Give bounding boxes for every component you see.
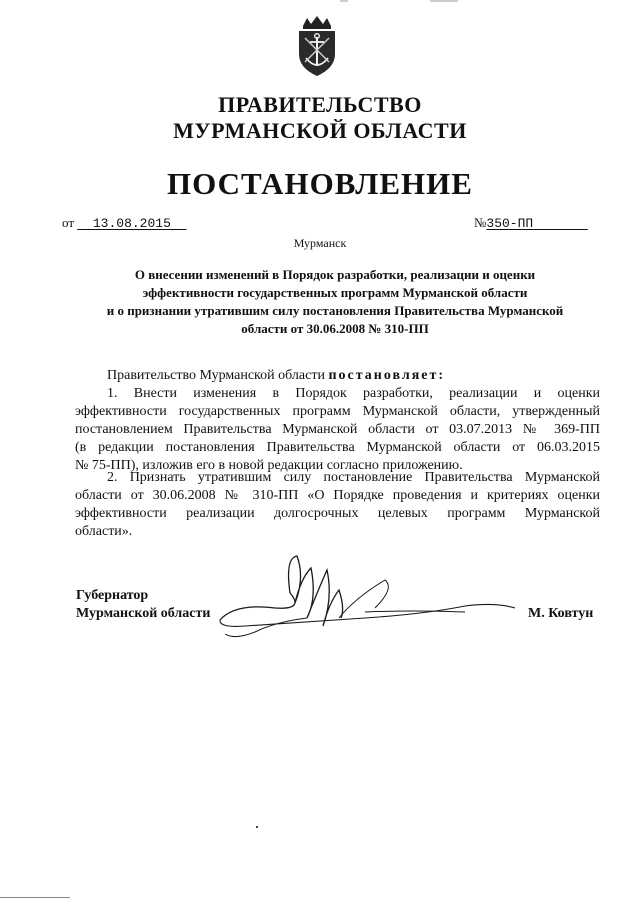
clause-2-line: области от 30.06.2008 № 310-ПП «О Порядке проведения и критериях оценки — [75, 488, 600, 503]
number-prefix: № — [474, 215, 487, 230]
signatory-title-line2: Мурманской области — [76, 606, 211, 621]
footer-rule — [0, 897, 70, 898]
clause-1-line: 1. Внести изменения в Порядок разработки, реализации и оценки — [107, 386, 600, 401]
government-name-line1: ПРАВИТЕЛЬСТВО — [218, 92, 422, 117]
clause-2-line: 2. Признать утратившим силу постановление Правительства Мурманской — [107, 470, 600, 485]
stray-mark — [256, 826, 258, 828]
clause-1-line: эффективности государственных программ Мурманской области, утвержденный — [75, 404, 600, 419]
number-value: 350-ПП — [486, 216, 534, 231]
subject-line: области от 30.06.2008 № 310-ПП — [241, 321, 429, 336]
clause-1 — [75, 385, 600, 475]
document-subject — [70, 266, 600, 338]
document-date — [62, 215, 187, 231]
government-name-line2: МУРМАНСКОЙ ОБЛАСТИ — [173, 118, 467, 143]
handwritten-signature — [215, 548, 535, 648]
date-prefix: от — [62, 215, 75, 230]
preamble-decree-word: постановляет: — [328, 368, 446, 383]
top-edge-marks — [340, 0, 460, 3]
document-number — [474, 215, 588, 231]
city-name: Мурманск — [293, 236, 347, 250]
preamble — [75, 367, 600, 385]
clause-1-line: постановлением Правительства Мурманской области от 03.07.2013 № 369-ПП — [75, 422, 600, 437]
preamble-lead: Правительство Мурманской области — [107, 368, 325, 383]
subject-line: эффективности государственных программ Мурманской области — [142, 285, 528, 300]
coat-of-arms-icon — [293, 14, 341, 78]
signatory-title-line1: Губернатор — [76, 588, 149, 603]
clause-1-line: (в редакции постановления Правительства Мурманской области от 06.03.2015 — [75, 440, 600, 455]
clause-2 — [75, 469, 600, 541]
clause-2-line: области». — [75, 524, 133, 539]
signatory-name: М. Ковтун — [528, 606, 594, 621]
subject-line: и о признании утратившим силу постановления Правительства Мурманской — [106, 303, 564, 318]
clause-2-line: эффективности реализации долгосрочных целевых программ Мурманской — [75, 506, 600, 521]
subject-line: О внесении изменений в Порядок разработки, реализации и оценки — [134, 267, 536, 282]
document-type-title: ПОСТАНОВЛЕНИЕ — [167, 166, 473, 201]
date-value: 13.08.2015 — [92, 216, 171, 231]
clause-1-line: № 75-ПП), изложив его в новой редакции согласно приложению. — [75, 458, 463, 473]
